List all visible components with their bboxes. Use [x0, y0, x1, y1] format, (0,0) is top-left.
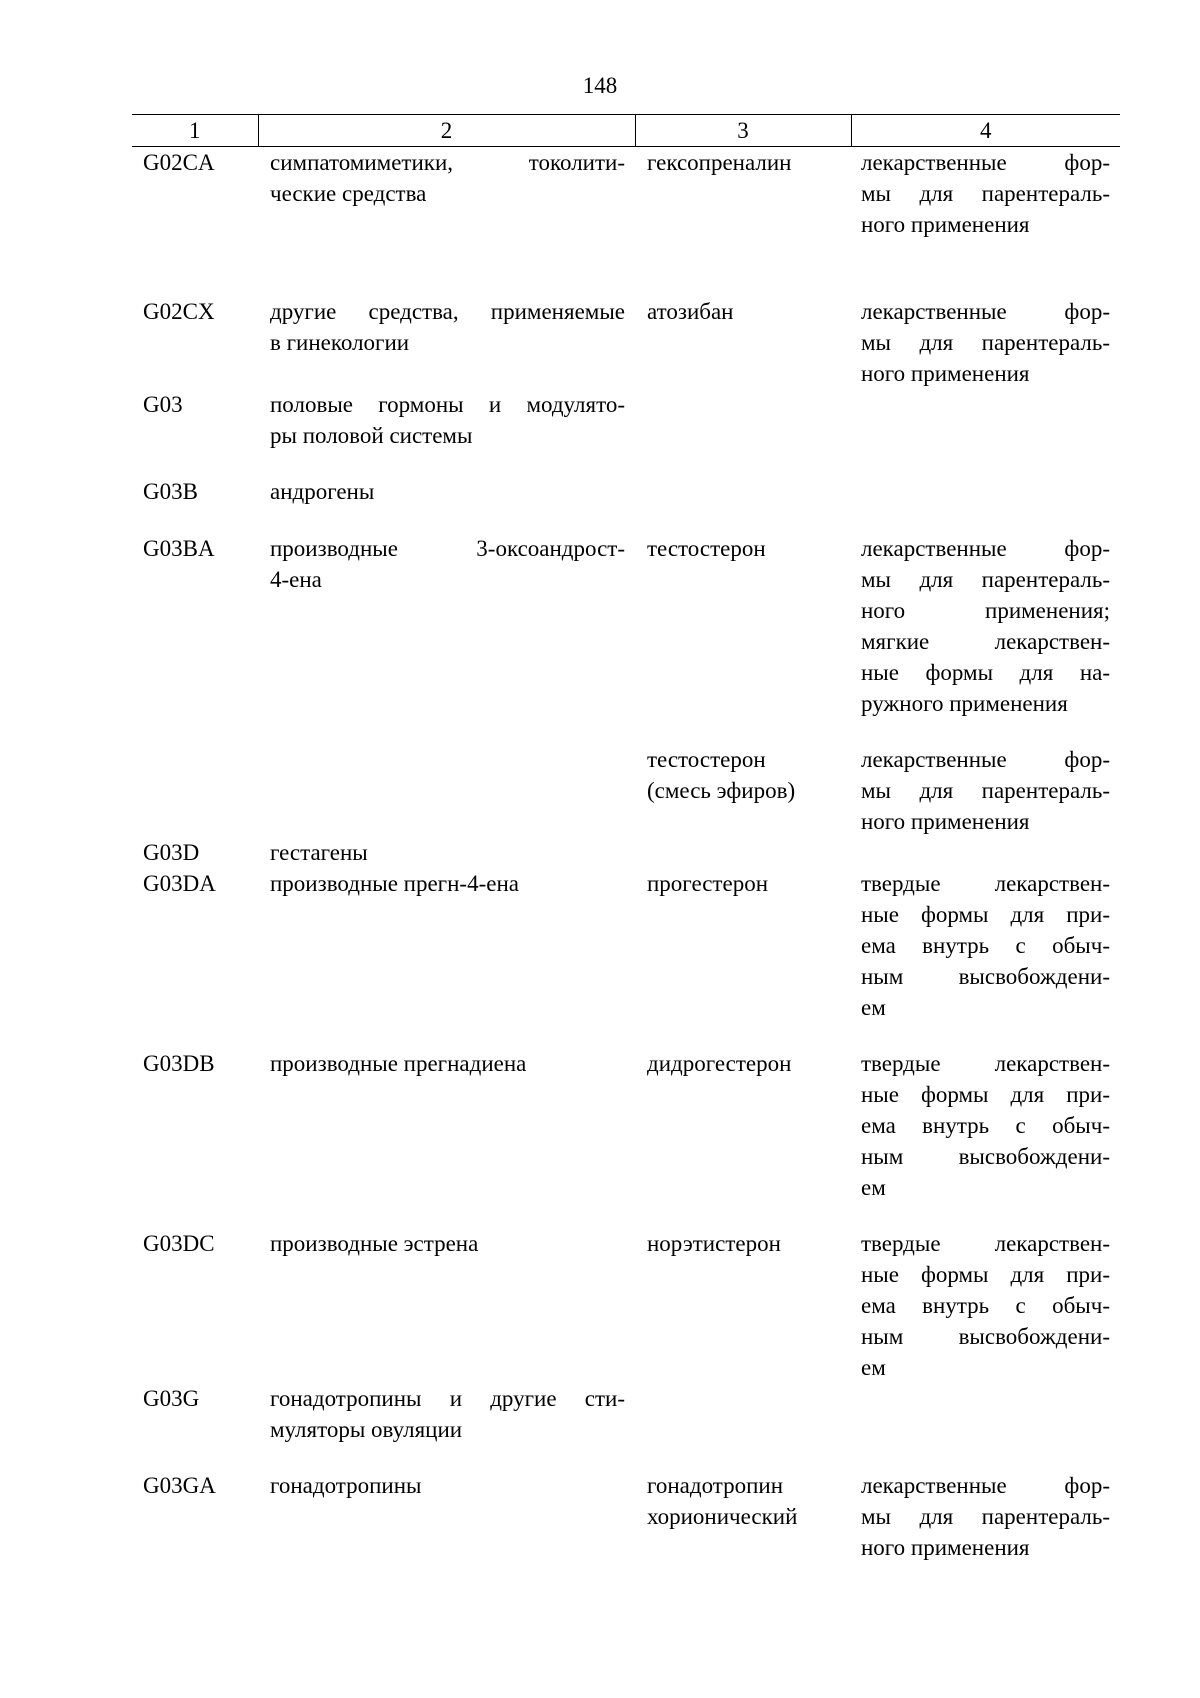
cell-form [851, 1470, 1120, 1563]
cell-line: мы для парентераль- [861, 181, 1110, 206]
cell-line: тестостерон [647, 747, 766, 772]
table-row [132, 1470, 1120, 1563]
cell-line: лекарственные фор- [861, 150, 1110, 175]
table-row [132, 389, 1120, 476]
table-row [132, 744, 1120, 837]
cell-code [132, 296, 258, 389]
cell-line: G02CX [143, 299, 215, 324]
cell-line: мы для парентераль- [861, 330, 1110, 355]
cell-line: ного применения [861, 361, 1030, 386]
table-row [132, 1383, 1120, 1470]
cell-line: G03 [143, 392, 183, 417]
cell-code [132, 389, 258, 476]
cell-drug [635, 147, 851, 297]
cell-line: ема внутрь с обыч- [861, 933, 1110, 958]
cell-code [132, 476, 258, 533]
cell-line: другие средства, применяемые [270, 299, 625, 324]
cell-form [851, 837, 1120, 868]
cell-line: андрогены [270, 479, 375, 504]
cell-desc [258, 868, 635, 1048]
cell-line: G03DC [143, 1231, 215, 1256]
cell-code [132, 1383, 258, 1470]
cell-code [132, 147, 258, 297]
cell-form [851, 1228, 1120, 1383]
cell-desc [258, 476, 635, 533]
table-row [132, 296, 1120, 389]
cell-line: (смесь эфиров) [647, 778, 796, 803]
cell-line: мы для парентераль- [861, 1504, 1110, 1529]
cell-line: лекарственные фор- [861, 299, 1110, 324]
cell-line: тестостерон [647, 536, 766, 561]
cell-line: ем [861, 1175, 886, 1200]
cell-drug [635, 533, 851, 744]
cell-desc [258, 296, 635, 389]
cell-line: производные эстрена [270, 1231, 479, 1256]
cell-line: мы для парентераль- [861, 778, 1110, 803]
cell-line: ным высвобождени- [861, 1324, 1110, 1349]
cell-line: 4-ена [270, 567, 322, 592]
cell-desc [258, 1048, 635, 1228]
cell-form [851, 533, 1120, 744]
cell-drug [635, 296, 851, 389]
cell-desc [258, 744, 635, 837]
cell-form [851, 147, 1120, 297]
cell-drug [635, 1470, 851, 1563]
cell-line: G03DA [143, 871, 216, 896]
cell-line: производные прегнадиена [270, 1051, 527, 1076]
cell-line: ные формы для при- [861, 902, 1110, 927]
cell-line: ные формы для при- [861, 1262, 1110, 1287]
cell-line: в гинекологии [270, 330, 410, 355]
cell-drug [635, 868, 851, 1048]
cell-line: ема внутрь с обыч- [861, 1293, 1110, 1318]
cell-line: гонадотропины [270, 1473, 422, 1498]
table-header-row [132, 115, 1120, 147]
cell-line: ного применения [861, 1535, 1030, 1560]
cell-line: ческие средства [270, 181, 427, 206]
cell-drug [635, 744, 851, 837]
cell-line: лекарственные фор- [861, 747, 1110, 772]
cell-line: G03DB [143, 1051, 215, 1076]
cell-line: норэтистерон [647, 1231, 781, 1256]
cell-drug [635, 1383, 851, 1470]
cell-line: ным высвобождени- [861, 964, 1110, 989]
cell-code [132, 1470, 258, 1563]
cell-drug [635, 837, 851, 868]
cell-line: муляторы овуляции [270, 1417, 463, 1442]
table-row [132, 1228, 1120, 1383]
cell-line: ем [861, 1355, 886, 1380]
cell-line: прогестерон [647, 871, 768, 896]
table-row [132, 1048, 1120, 1228]
column-header-3: 3 [635, 115, 851, 147]
cell-drug [635, 389, 851, 476]
cell-form [851, 1383, 1120, 1470]
cell-desc [258, 389, 635, 476]
cell-line: половые гормоны и модулято- [270, 392, 625, 417]
cell-line: симпатомиметики, токолити- [270, 150, 625, 175]
cell-desc [258, 1470, 635, 1563]
cell-line: гестагены [270, 840, 368, 865]
cell-line: ного применения [861, 809, 1030, 834]
cell-form [851, 389, 1120, 476]
column-header-1: 1 [132, 115, 258, 147]
cell-line: гонадотропины и другие сти- [270, 1386, 625, 1411]
cell-desc [258, 533, 635, 744]
cell-line: производные прегн-4-ена [270, 871, 519, 896]
cell-line: ного применения; [861, 598, 1110, 623]
column-header-2: 2 [258, 115, 635, 147]
page-number: 148 [582, 73, 618, 98]
cell-drug [635, 1228, 851, 1383]
cell-line: гексопреналин [647, 150, 792, 175]
cell-code [132, 868, 258, 1048]
cell-line: G03B [143, 479, 198, 504]
cell-desc [258, 1383, 635, 1470]
cell-line: твердые лекарствен- [861, 1051, 1110, 1076]
cell-line: дидрогестерон [647, 1051, 792, 1076]
cell-line: лекарственные фор- [861, 1473, 1110, 1498]
cell-line: ружного применения [861, 691, 1068, 716]
cell-line: гонадотропин [647, 1473, 784, 1498]
cell-line: мягкие лекарствен- [861, 629, 1110, 654]
cell-line: G03GA [143, 1473, 216, 1498]
cell-form [851, 1048, 1120, 1228]
cell-desc [258, 1228, 635, 1383]
cell-code [132, 1048, 258, 1228]
cell-drug [635, 1048, 851, 1228]
cell-line: G02CA [143, 150, 215, 175]
table-row [132, 533, 1120, 744]
cell-line: твердые лекарствен- [861, 871, 1110, 896]
cell-line: хорионический [647, 1504, 798, 1529]
cell-line: ным высвобождени- [861, 1144, 1110, 1169]
cell-form [851, 296, 1120, 389]
cell-drug [635, 476, 851, 533]
cell-code [132, 533, 258, 744]
drug-classification-table [132, 114, 1120, 1563]
table-row [132, 837, 1120, 868]
cell-form [851, 868, 1120, 1048]
cell-line: G03G [143, 1386, 200, 1411]
cell-line: G03D [143, 840, 200, 865]
cell-line: G03BA [143, 536, 215, 561]
table-row [132, 868, 1120, 1048]
cell-line: мы для парентераль- [861, 567, 1110, 592]
cell-code [132, 1228, 258, 1383]
cell-line: твердые лекарствен- [861, 1231, 1110, 1256]
cell-line: атозибан [647, 299, 734, 324]
cell-line: ема внутрь с обыч- [861, 1113, 1110, 1138]
table-row [132, 147, 1120, 297]
cell-line: производные 3-оксоандрост- [270, 536, 625, 561]
cell-form [851, 476, 1120, 533]
cell-line: ные формы для при- [861, 1082, 1110, 1107]
cell-line: ры половой системы [270, 423, 473, 448]
cell-form [851, 744, 1120, 837]
cell-line: лекарственные фор- [861, 536, 1110, 561]
cell-code [132, 744, 258, 837]
cell-line: ем [861, 995, 886, 1020]
cell-line: ного применения [861, 212, 1030, 237]
table-row [132, 476, 1120, 533]
cell-code [132, 837, 258, 868]
cell-line: ные формы для на- [861, 660, 1110, 685]
column-header-4: 4 [851, 115, 1120, 147]
table-body [132, 147, 1120, 1564]
cell-desc [258, 837, 635, 868]
cell-desc [258, 147, 635, 297]
